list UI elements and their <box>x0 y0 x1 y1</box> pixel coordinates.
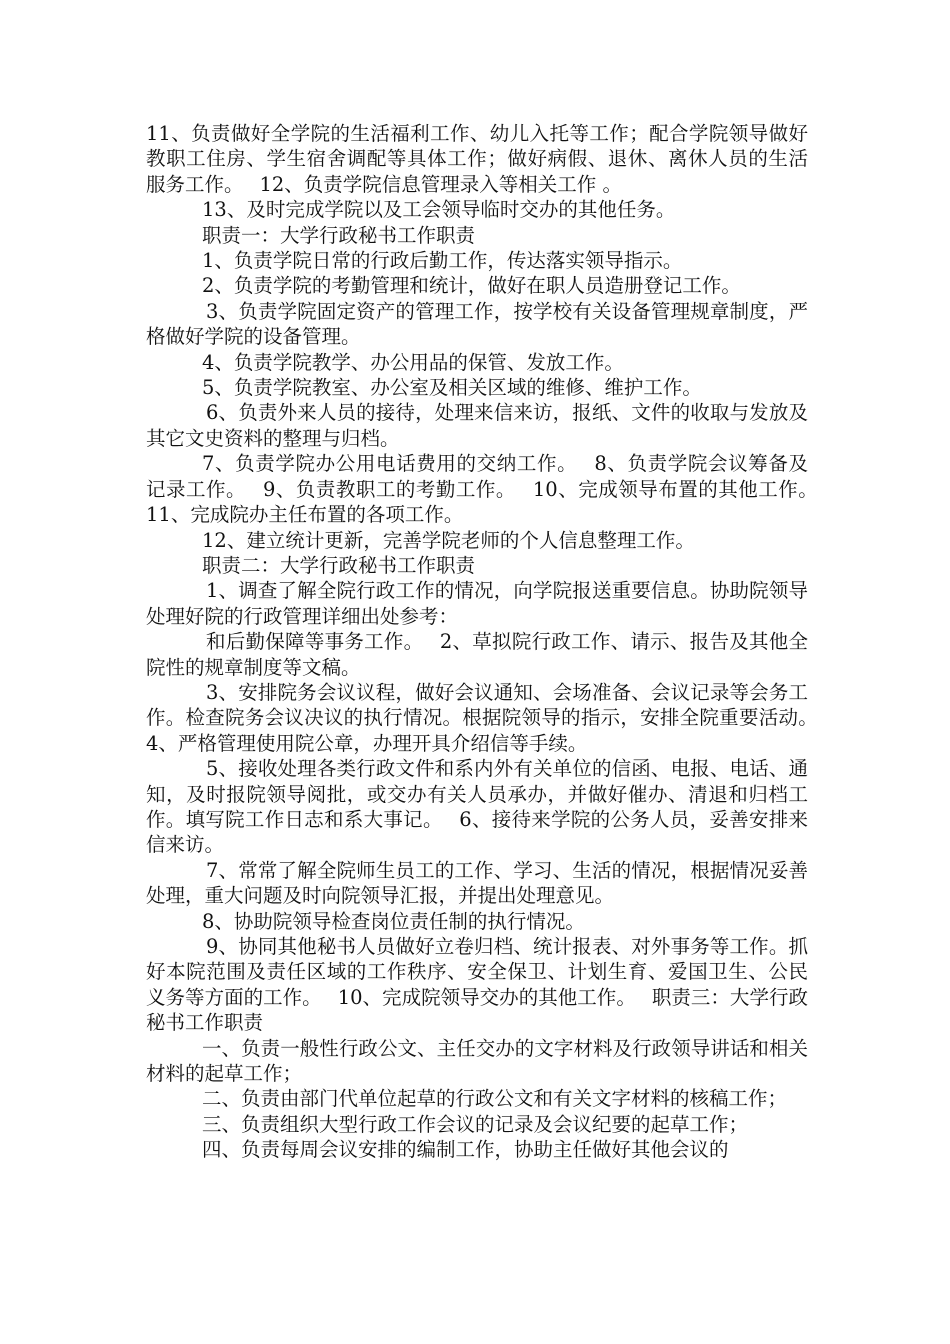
paragraph-19: 9、协同其他秘书人员做好立卷归档、统计报表、对外事务等工作。抓好本院范围及责任区域的工作秩序、安全保卫、计划生育、爱国卫生、公民义务等方面的工作。 10、完成院领导交办的其他工作。 职责三：大学行政秘书工作职责 <box>146 935 808 1035</box>
paragraph-6: 3、负责学院固定资产的管理工作，按学校有关设备管理规章制度，严格做好学院的设备管理。 <box>146 299 808 349</box>
paragraph-7: 4、负责学院教学、办公用品的保管、发放工作。 <box>202 350 624 374</box>
paragraph-22: 三、负责组织大型行政工作会议的记录及会议纪要的起草工作； <box>202 1112 749 1136</box>
paragraph-9: 6、负责外来人员的接待，处理来信来访，报纸、文件的收取与发放及其它文史资料的整理与归档。 <box>146 401 808 450</box>
paragraph-21: 二、负责由部门代单位起草的行政公文和有关文字材料的核稿工作； <box>202 1087 788 1111</box>
paragraph-2: 13、及时完成学院以及工会领导临时交办的其他任务。 <box>202 198 676 222</box>
paragraph-14: 和后勤保障等事务工作。 2、草拟院行政工作、请示、报告及其他全院性的规章制度等文稿。 <box>146 630 808 679</box>
paragraph-4: 1、负责学院日常的行政后勤工作，传达落实领导指示。 <box>202 249 683 273</box>
paragraph-10: 7、负责学院办公用电话费用的交纳工作。 8、负责学院会议筹备及记录工作。 9、负责教职工的考勤工作。 10、完成领导布置的其他工作。 11、完成院办主任布置的各项工作。 <box>146 452 834 527</box>
paragraph-1: 11、负责做好全学院的生活福利工作、幼儿入托等工作；配合学院领导做好教职工住房、学生宿舍调配等具体工作；做好病假、退休、离休人员的生活服务工作。 12、负责学院信息管理录入等相关工作 。 <box>146 122 808 196</box>
paragraph-8: 5、负责学院教室、办公室及相关区域的维修、维护工作。 <box>202 376 702 400</box>
paragraph-23: 四、负责每周会议安排的编制工作，协助主任做好其他会议的 <box>202 1138 729 1162</box>
paragraph-11: 12、建立统计更新，完善学院老师的个人信息整理工作。 <box>202 528 695 552</box>
paragraph-17: 7、常常了解全院师生员工的工作、学习、生活的情况，根据情况妥善处理，重大问题及时向院领导汇报，并提出处理意见。 <box>146 858 808 908</box>
section-heading-2: 职责二：大学行政秘书工作职责 <box>202 553 476 577</box>
paragraph-5: 2、负责学院的考勤管理和统计，做好在职人员造册登记工作。 <box>202 274 741 298</box>
paragraph-15: 3、安排院务会议议程，做好会议通知、会场准备、会议记录等会务工作。检查院务会议决议的执行情况。根据院领导的指示，安排全院重要活动。 4、严格管理使用院公章，办理开具介绍信等手续。 <box>146 680 834 755</box>
paragraph-20: 一、负责一般性行政公文、主任交办的文字材料及行政领导讲话和相关材料的起草工作； <box>146 1036 808 1086</box>
document-page <box>146 121 834 1163</box>
paragraph-18: 8、协助院领导检查岗位责任制的执行情况。 <box>202 909 585 933</box>
paragraph-13: 1、调查了解全院行政工作的情况，向学院报送重要信息。协助院领导处理好院的行政管理详细出处参考： <box>146 579 808 628</box>
section-heading-1: 职责一：大学行政秘书工作职责 <box>202 223 476 247</box>
paragraph-16: 5、接收处理各类行政文件和系内外有关单位的信函、电报、电话、通知，及时报院领导阅批，或交办有关人员承办，并做好催办、清退和归档工作。填写院工作日志和系大事记。 6、接待来学院的公务人员，妥善安排来信来访。 <box>146 757 808 857</box>
